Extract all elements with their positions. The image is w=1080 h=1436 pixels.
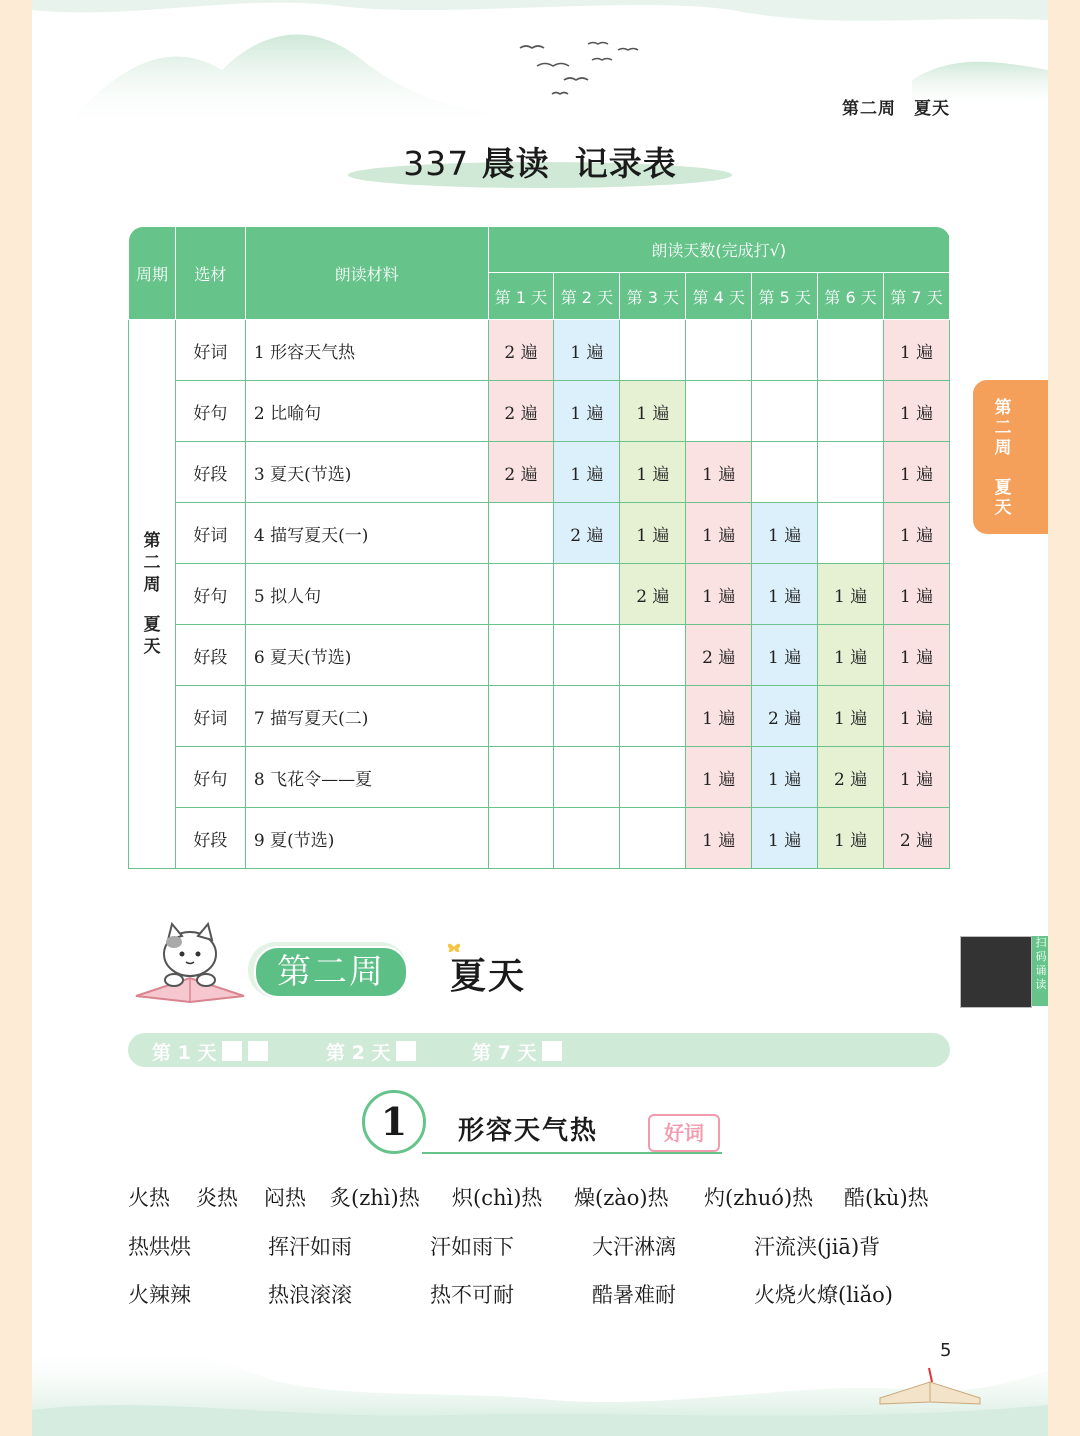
- day-cell[interactable]: [554, 747, 620, 808]
- table-row: [129, 320, 950, 381]
- day-cell[interactable]: [752, 442, 818, 503]
- day-cell[interactable]: 1 遍: [884, 625, 950, 686]
- day-cell[interactable]: [620, 625, 686, 686]
- day-cell[interactable]: 1 遍: [884, 564, 950, 625]
- day-header-4: 第 4 天: [686, 273, 752, 320]
- day-cell[interactable]: 1 遍: [818, 625, 884, 686]
- type-cell: 好段: [175, 625, 245, 686]
- day-header-7: 第 7 天: [884, 273, 950, 320]
- word-section-title: 形容天气热: [458, 1116, 599, 1146]
- word-item: 火烧火燎(liǎo): [754, 1283, 893, 1307]
- word-item: 热烘烘: [128, 1235, 191, 1259]
- day-cell[interactable]: [554, 564, 620, 625]
- day-cell[interactable]: 1 遍: [620, 442, 686, 503]
- day-cell[interactable]: [620, 747, 686, 808]
- day-cell[interactable]: 1 遍: [686, 686, 752, 747]
- week-cell: [129, 320, 176, 869]
- day-cell[interactable]: 1 遍: [884, 320, 950, 381]
- title-code: 337: [403, 144, 470, 183]
- day-cell[interactable]: [620, 320, 686, 381]
- day-7-label: 第 7 天: [472, 1042, 537, 1064]
- header-topic-label: 夏天: [914, 99, 950, 119]
- table-row: [129, 686, 950, 747]
- day-7-item: [472, 1038, 562, 1065]
- day-cell[interactable]: 1 遍: [620, 503, 686, 564]
- day-cell[interactable]: 1 遍: [554, 320, 620, 381]
- day-cell[interactable]: 2 遍: [554, 503, 620, 564]
- day-cell[interactable]: 1 遍: [752, 808, 818, 869]
- day-cell[interactable]: [554, 808, 620, 869]
- day-cell[interactable]: [488, 808, 554, 869]
- day-cell[interactable]: [818, 381, 884, 442]
- word-item: 炎热: [196, 1186, 238, 1210]
- day-checkbar: [128, 1033, 950, 1067]
- day-2-item: [326, 1038, 416, 1065]
- type-cell: 好词: [175, 503, 245, 564]
- day-cell[interactable]: 1 遍: [686, 442, 752, 503]
- week-char: 二: [143, 553, 161, 573]
- word-item: 燥(zào)热: [574, 1186, 669, 1210]
- day-cell[interactable]: 1 遍: [686, 747, 752, 808]
- day-cell[interactable]: [488, 625, 554, 686]
- side-tab-topic: [973, 478, 1033, 518]
- day-header-6: 第 6 天: [818, 273, 884, 320]
- day-cell[interactable]: 2 遍: [488, 381, 554, 442]
- word-item: 酷(kù)热: [844, 1186, 929, 1210]
- side-tab[interactable]: [973, 380, 1048, 534]
- type-cell: 好词: [175, 686, 245, 747]
- table-row: [129, 503, 950, 564]
- day-cell[interactable]: 2 遍: [686, 625, 752, 686]
- word-item: 炙(zhì)热: [330, 1186, 420, 1210]
- day-cell[interactable]: [488, 503, 554, 564]
- word-item: 灼(zhuó)热: [704, 1186, 814, 1210]
- day-cell[interactable]: 2 遍: [818, 747, 884, 808]
- day-cell[interactable]: [818, 442, 884, 503]
- table-row: [129, 381, 950, 442]
- day-cell[interactable]: [488, 747, 554, 808]
- day-cell[interactable]: 1 遍: [752, 625, 818, 686]
- section-header: [130, 920, 1047, 1004]
- day-cell[interactable]: 1 遍: [752, 564, 818, 625]
- word-item: 炽(chì)热: [452, 1186, 543, 1210]
- material-cell: 9 夏(节选): [245, 808, 488, 869]
- day-cell[interactable]: [488, 564, 554, 625]
- day-cell[interactable]: 1 遍: [818, 686, 884, 747]
- birds-icon: [520, 43, 638, 95]
- col-material-header: 朗读材料: [245, 227, 488, 320]
- day-cell[interactable]: 1 遍: [884, 686, 950, 747]
- cat-reading-icon: [130, 920, 250, 1004]
- word-item: 汗流浃(jiā)背: [754, 1235, 881, 1259]
- material-cell: 1 形容天气热: [245, 320, 488, 381]
- day-cell[interactable]: 1 遍: [884, 747, 950, 808]
- day-1-checkbox-b[interactable]: [248, 1041, 268, 1061]
- day-cell[interactable]: [686, 320, 752, 381]
- day-cell[interactable]: 1 遍: [884, 503, 950, 564]
- col-days-group-header: 朗读天数(完成打√): [488, 227, 949, 273]
- day-cell[interactable]: 1 遍: [818, 564, 884, 625]
- day-2-label: 第 2 天: [326, 1042, 391, 1064]
- type-cell: 好段: [175, 442, 245, 503]
- day-cell[interactable]: 2 遍: [620, 564, 686, 625]
- day-cell[interactable]: [818, 320, 884, 381]
- day-header-1: 第 1 天: [488, 273, 554, 320]
- day-1-item: [152, 1038, 268, 1065]
- day-cell[interactable]: 1 遍: [620, 381, 686, 442]
- qr-label: 扫码诵读: [1032, 936, 1048, 1006]
- day-cell[interactable]: [620, 686, 686, 747]
- day-cell[interactable]: [554, 686, 620, 747]
- col-type-header: 选材: [175, 227, 245, 320]
- type-cell: 好词: [175, 320, 245, 381]
- day-header-5: 第 5 天: [752, 273, 818, 320]
- material-cell: 8 飞花令——夏: [245, 747, 488, 808]
- day-2-checkbox[interactable]: [396, 1041, 416, 1061]
- day-cell[interactable]: 1 遍: [554, 381, 620, 442]
- page-title: [348, 138, 732, 185]
- day-cell[interactable]: [488, 686, 554, 747]
- material-cell: 5 拟人句: [245, 564, 488, 625]
- col-week-header: 周期: [129, 227, 176, 320]
- day-cell[interactable]: 1 遍: [686, 503, 752, 564]
- day-cell[interactable]: 1 遍: [884, 381, 950, 442]
- title-text: 晨读 记录表: [481, 144, 677, 183]
- material-cell: 7 描写夏天(二): [245, 686, 488, 747]
- type-cell: 好句: [175, 564, 245, 625]
- word-item: 火热: [128, 1186, 170, 1210]
- week-char: 天: [143, 637, 161, 657]
- header-week-label: 第二周: [842, 99, 896, 119]
- table-row: [129, 442, 950, 503]
- day-1-label: 第 1 天: [152, 1042, 217, 1064]
- day-cell[interactable]: [686, 381, 752, 442]
- section-number: 1: [362, 1090, 426, 1154]
- day-cell[interactable]: 1 遍: [818, 808, 884, 869]
- day-cell[interactable]: 1 遍: [686, 808, 752, 869]
- week-char: 周: [143, 575, 161, 595]
- day-header-2: 第 2 天: [554, 273, 620, 320]
- word-item: 火辣辣: [128, 1283, 191, 1307]
- day-cell[interactable]: 2 遍: [488, 442, 554, 503]
- type-cell: 好句: [175, 747, 245, 808]
- qr-code[interactable]: [960, 936, 1048, 1006]
- word-item: 挥汗如雨: [268, 1235, 352, 1259]
- header-week: [842, 94, 950, 119]
- day-cell[interactable]: 2 遍: [488, 320, 554, 381]
- day-cell[interactable]: 1 遍: [686, 564, 752, 625]
- day-cell[interactable]: [752, 381, 818, 442]
- material-cell: 6 夏天(节选): [245, 625, 488, 686]
- side-tab-week-text: 第二周: [994, 398, 1012, 458]
- page: [32, 0, 1048, 1436]
- page-title-block: [348, 132, 732, 196]
- type-cell: 好段: [175, 808, 245, 869]
- section-week-pill: 第二周: [254, 946, 408, 998]
- day-cell[interactable]: 2 遍: [752, 686, 818, 747]
- week-char: 第: [143, 531, 161, 551]
- reading-record-table: [128, 226, 950, 869]
- day-cell[interactable]: [620, 808, 686, 869]
- table-row: [129, 808, 950, 869]
- day-header-3: 第 3 天: [620, 273, 686, 320]
- word-item: 汗如雨下: [430, 1235, 514, 1259]
- material-cell: 2 比喻句: [245, 381, 488, 442]
- table-row: [129, 564, 950, 625]
- day-cell[interactable]: [818, 503, 884, 564]
- material-cell: 3 夏天(节选): [245, 442, 488, 503]
- day-7-checkbox[interactable]: [542, 1041, 562, 1061]
- word-section-underline: [422, 1152, 722, 1154]
- type-cell: 好句: [175, 381, 245, 442]
- table-row: [129, 625, 950, 686]
- day-cell[interactable]: 2 遍: [884, 808, 950, 869]
- word-item: 闷热: [264, 1186, 306, 1210]
- page-number: 5: [940, 1340, 952, 1361]
- day-cell[interactable]: [554, 625, 620, 686]
- day-cell[interactable]: 1 遍: [752, 503, 818, 564]
- word-item: 热浪滚滚: [268, 1283, 352, 1307]
- side-tab-topic-text: 夏天: [994, 478, 1012, 518]
- section-topic: 夏天: [450, 956, 527, 997]
- table-row: [129, 747, 950, 808]
- word-item: 酷暑难耐: [592, 1283, 676, 1307]
- word-section-header: [362, 1090, 722, 1162]
- word-item: 热不可耐: [430, 1283, 514, 1307]
- material-cell: 4 描写夏天(一): [245, 503, 488, 564]
- word-item: 大汗淋漓: [592, 1235, 676, 1259]
- open-book-icon: [880, 1368, 980, 1404]
- day-cell[interactable]: 1 遍: [884, 442, 950, 503]
- day-cell[interactable]: 1 遍: [554, 442, 620, 503]
- day-1-checkbox-a[interactable]: [222, 1041, 242, 1061]
- word-type-tag: 好词: [648, 1114, 720, 1152]
- day-cell[interactable]: [752, 320, 818, 381]
- qr-code-image: [960, 936, 1032, 1008]
- week-char: 夏: [143, 615, 161, 635]
- day-cell[interactable]: 1 遍: [752, 747, 818, 808]
- side-tab-week: [973, 398, 1033, 458]
